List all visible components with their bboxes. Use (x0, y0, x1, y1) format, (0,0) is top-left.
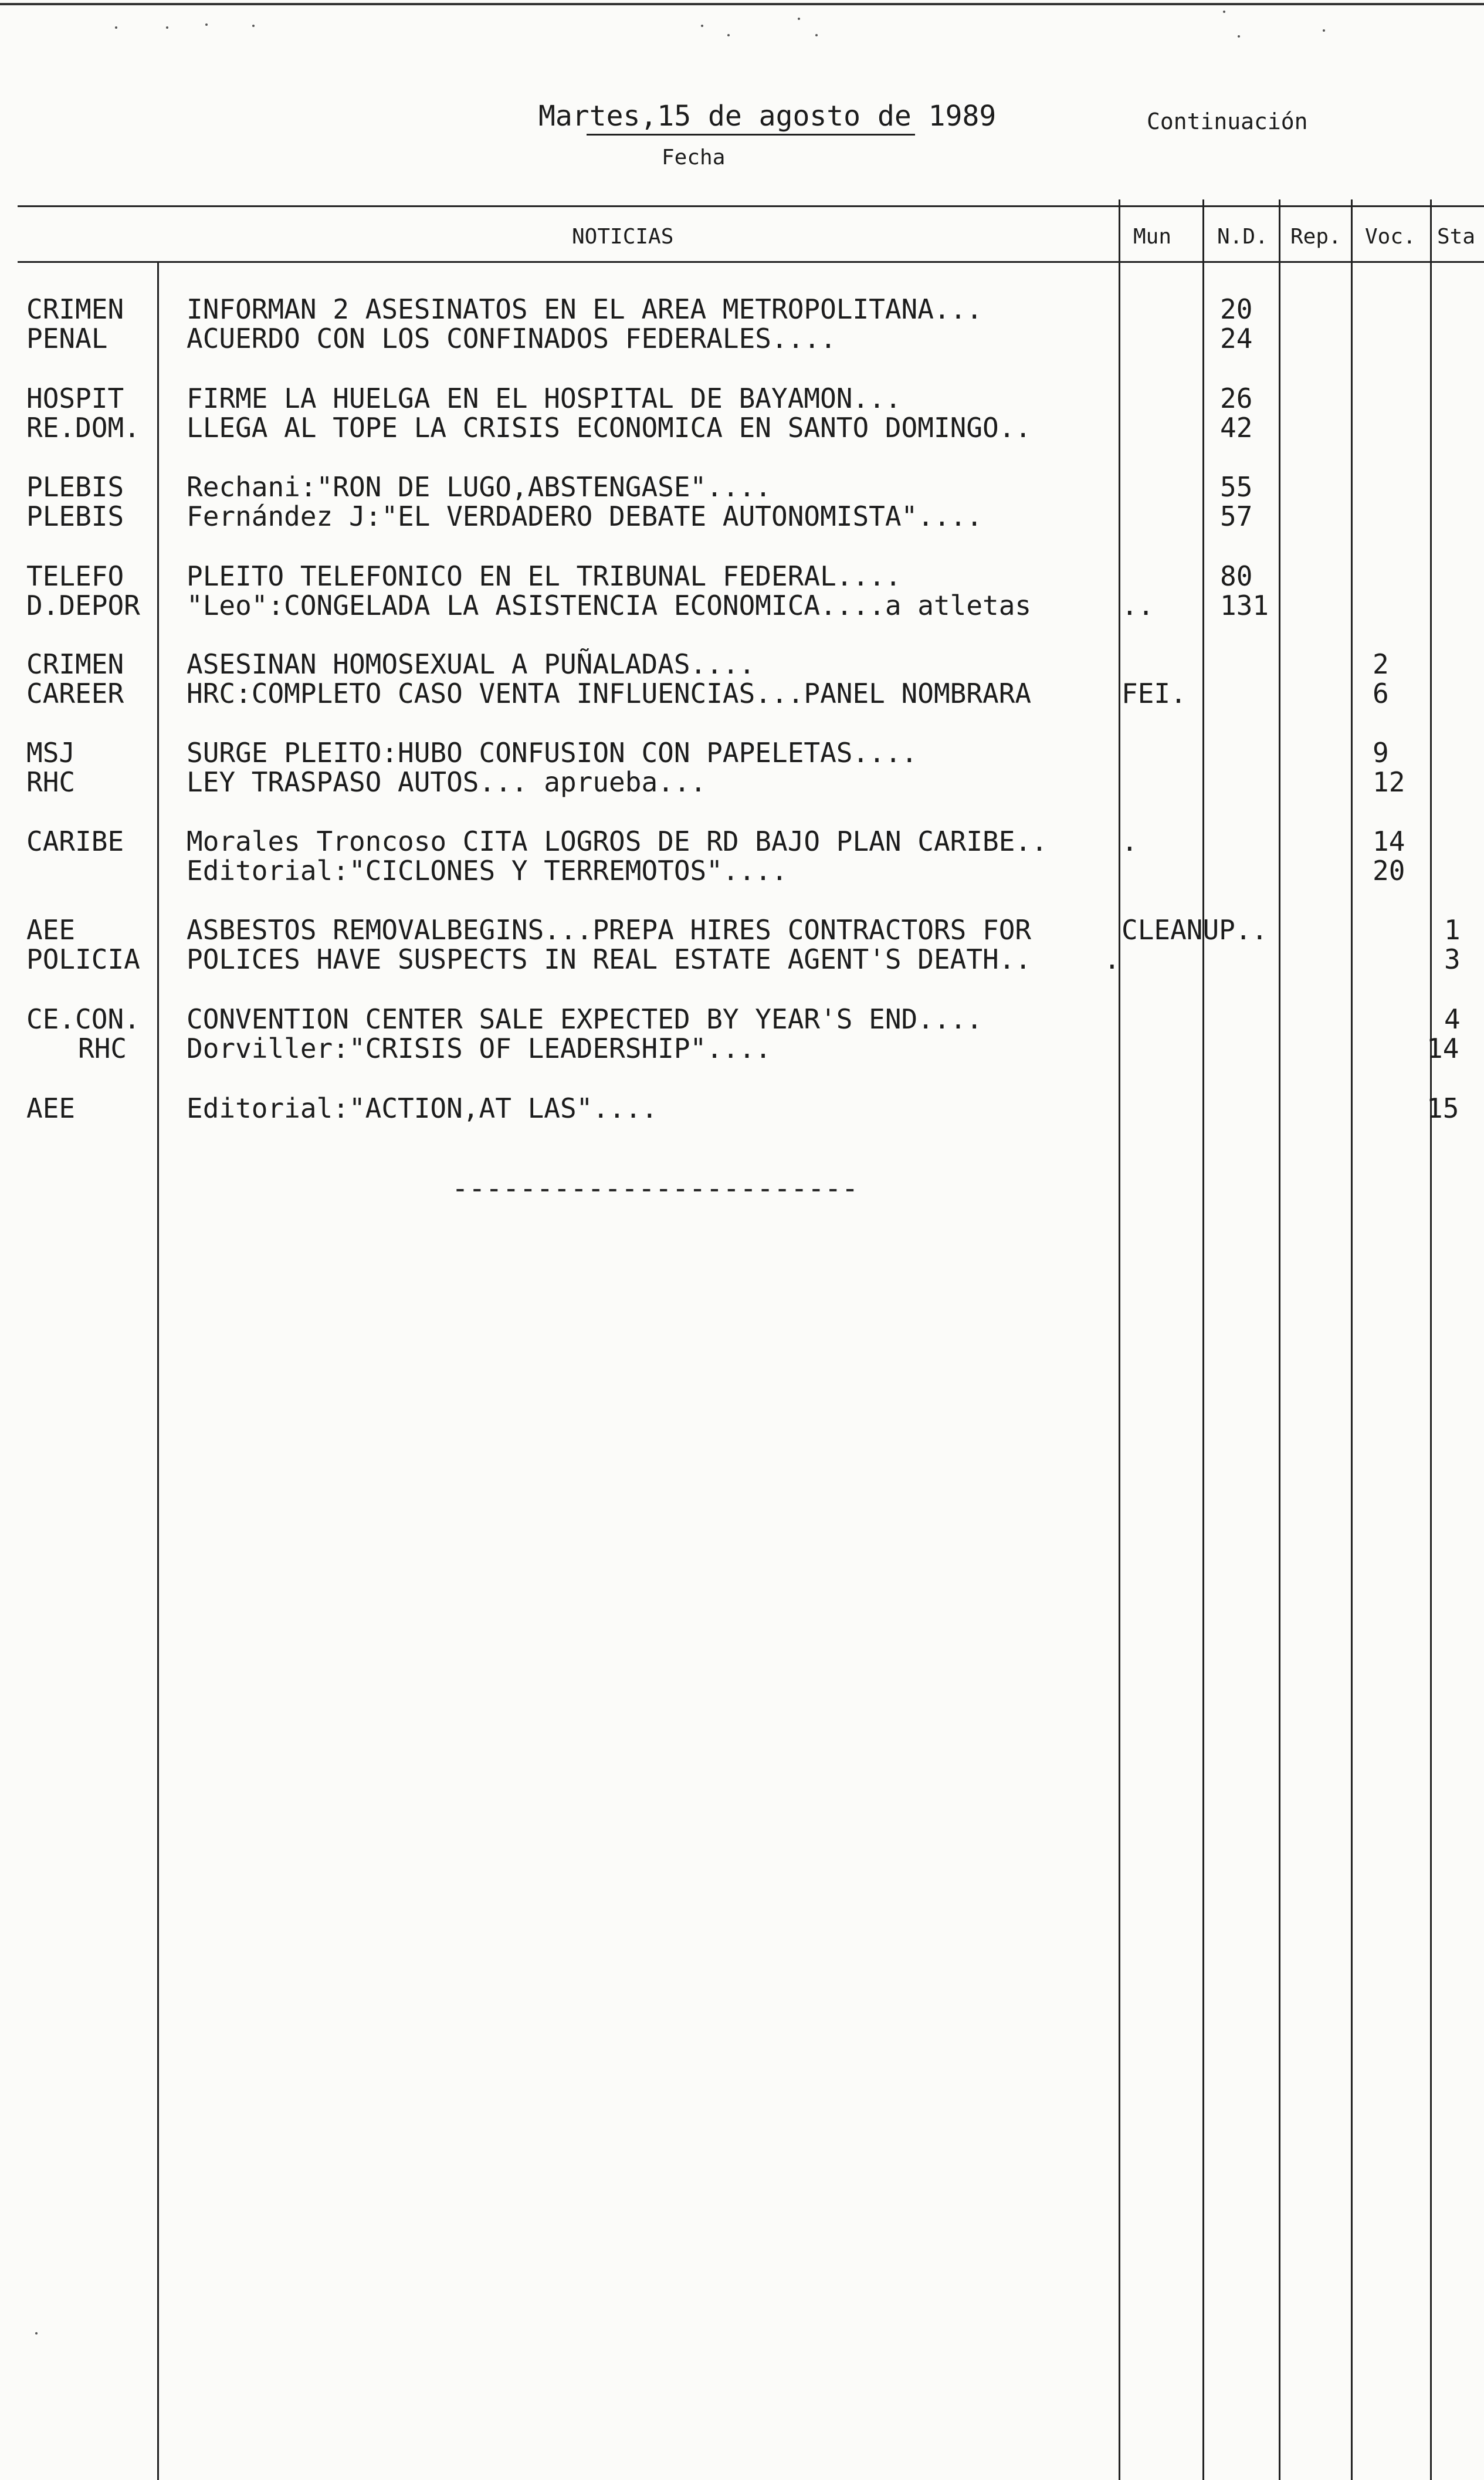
row-category: PLEBIS (26, 471, 124, 503)
row-voc-page: 2 (1373, 648, 1389, 680)
table-header-rule (18, 261, 1484, 263)
row-category: CAREER (26, 678, 124, 709)
row-headline: Fernández J:"EL VERDADERO DEBATE AUTONOMISTA".... (187, 500, 983, 532)
row-category: PENAL (26, 323, 108, 354)
row-category: POLICIA (26, 943, 140, 975)
sta-header: Sta (1437, 225, 1476, 249)
row-category: CRIMEN (26, 648, 124, 680)
nd-header: N.D. (1217, 225, 1268, 249)
row-headline: Editorial:"ACTION,AT LAS".... (187, 1092, 658, 1124)
speck (115, 26, 117, 29)
date-label: Fecha (662, 146, 726, 170)
row-sta-page: 4 (1444, 1003, 1461, 1035)
row-nd-page: 26 (1220, 383, 1253, 414)
row-headline: SURGE PLEITO:HUBO CONFUSION CON PAPELETAS.... (187, 737, 918, 769)
row-overflow-text: FEI. (1122, 678, 1187, 709)
row-category: D.DEPOR (26, 590, 140, 621)
row-category: HOSPIT (26, 383, 124, 414)
row-nd-page: 57 (1220, 500, 1253, 532)
row-overflow-text: . (1122, 825, 1138, 857)
table-top-rule (18, 205, 1484, 207)
speck (205, 23, 208, 26)
mun-column-rule (1119, 199, 1120, 2480)
row-voc-page: 20 (1373, 855, 1405, 887)
speck (727, 34, 730, 36)
document-date: Martes,15 de agosto de 1989 (538, 100, 997, 133)
row-headline: LLEGA AL TOPE LA CRISIS ECONOMICA EN SANTO DOMINGO.. (187, 412, 1032, 444)
row-category: AEE (26, 1092, 76, 1124)
row-category: CARIBE (26, 825, 124, 857)
noticias-header: NOTICIAS (572, 225, 674, 249)
speck (798, 18, 800, 20)
row-voc-page: 6 (1373, 678, 1389, 709)
row-voc-page: 12 (1373, 766, 1405, 798)
speck (166, 26, 168, 29)
row-category: RHC (26, 766, 76, 798)
row-headline: FIRME LA HUELGA EN EL HOSPITAL DE BAYAMON... (187, 383, 902, 414)
row-overflow-text: . (1104, 943, 1120, 975)
row-headline: "Leo":CONGELADA LA ASISTENCIA ECONOMICA....a atletas (187, 590, 1032, 621)
row-category: RHC (78, 1033, 127, 1064)
row-category: MSJ (26, 737, 76, 769)
row-headline: ACUERDO CON LOS CONFINADOS FEDERALES.... (187, 323, 836, 354)
row-nd-page: 20 (1220, 293, 1253, 325)
speck (252, 25, 255, 27)
rep-column-rule (1279, 199, 1280, 2480)
row-category: AEE (26, 914, 76, 946)
row-headline: PLEITO TELEFONICO EN EL TRIBUNAL FEDERAL.... (187, 560, 902, 592)
row-category: CE.CON. (26, 1003, 140, 1035)
speck (815, 34, 818, 36)
speck (1223, 11, 1225, 13)
row-overflow-text: .. (1122, 590, 1154, 621)
continuation-label: Continuación (1147, 109, 1308, 134)
row-voc-page: 14 (1373, 825, 1405, 857)
row-overflow-text: CLEANUP.. (1122, 914, 1268, 946)
row-nd-page: 131 (1220, 590, 1269, 621)
speck (701, 25, 703, 27)
category-column-rule (157, 261, 159, 2480)
row-category: RE.DOM. (26, 412, 140, 444)
nd-column-rule (1202, 199, 1204, 2480)
row-category: CRIMEN (26, 293, 124, 325)
row-headline: ASESINAN HOMOSEXUAL A PUÑALADAS.... (187, 648, 755, 680)
end-of-list-rule: ------------------------ (452, 1172, 859, 1205)
row-headline: Morales Troncoso CITA LOGROS DE RD BAJO PLAN CARIBE.. (187, 825, 1048, 857)
row-nd-page: 80 (1220, 560, 1253, 592)
rep-header: Rep. (1290, 225, 1341, 249)
row-category: TELEFO (26, 560, 124, 592)
row-headline: POLICES HAVE SUSPECTS IN REAL ESTATE AGENT'S DEATH.. (187, 943, 1032, 975)
row-headline: Dorviller:"CRISIS OF LEADERSHIP".... (187, 1033, 771, 1064)
row-nd-page: 24 (1220, 323, 1253, 354)
voc-header: Voc. (1365, 225, 1416, 249)
row-headline: ASBESTOS REMOVALBEGINS...PREPA HIRES CONTRACTORS FOR (187, 914, 1032, 946)
row-category: PLEBIS (26, 500, 124, 532)
row-headline: Rechani:"RON DE LUGO,ABSTENGASE".... (187, 471, 771, 503)
row-nd-page: 55 (1220, 471, 1253, 503)
row-sta-page: 15 (1427, 1092, 1459, 1124)
row-headline: CONVENTION CENTER SALE EXPECTED BY YEAR'S END.... (187, 1003, 983, 1035)
row-headline: INFORMAN 2 ASESINATOS EN EL AREA METROPOLITANA... (187, 293, 983, 325)
speck (35, 2332, 38, 2334)
row-sta-page: 14 (1427, 1033, 1459, 1064)
scan-top-edge (0, 3, 1484, 5)
mun-header: Mun (1133, 225, 1172, 249)
speck (1238, 35, 1240, 38)
row-sta-page: 3 (1444, 943, 1461, 975)
row-headline: HRC:COMPLETO CASO VENTA INFLUENCIAS...PANEL NOMBRARA (187, 678, 1032, 709)
row-nd-page: 42 (1220, 412, 1253, 444)
speck (1323, 29, 1325, 32)
row-voc-page: 9 (1373, 737, 1389, 769)
voc-column-rule (1351, 199, 1353, 2480)
row-sta-page: 1 (1444, 914, 1461, 946)
row-headline: Editorial:"CICLONES Y TERREMOTOS".... (187, 855, 788, 887)
sta-column-rule (1430, 199, 1432, 2480)
row-headline: LEY TRASPASO AUTOS... aprueba... (187, 766, 707, 798)
date-underline (587, 134, 915, 136)
